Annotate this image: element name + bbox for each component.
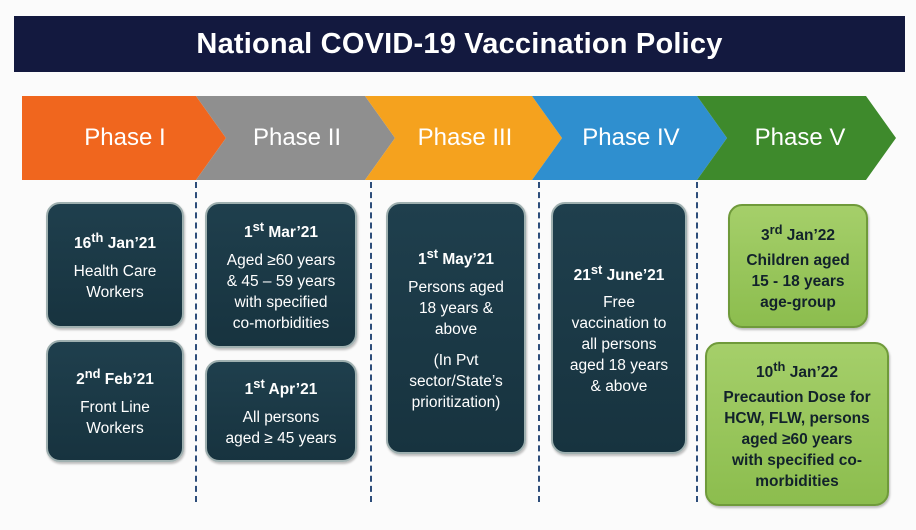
phase-4-label: Phase IV [582,124,680,151]
milestone-card-phase5-children [728,204,868,328]
milestone-date: 2nd Feb’21 [76,366,154,389]
phase-divider [195,182,197,502]
milestone-description: Front Line Workers [80,398,150,437]
milestone-date: 1st Mar’21 [243,219,319,242]
phase-5-label: Phase V [754,124,846,151]
phase-1-label: Phase I [84,124,166,151]
milestone-card-phase2-comorbid [205,202,357,348]
milestone-card-phase1-hcw [46,202,184,328]
phase-divider [370,182,372,502]
phase-2-label: Phase II [252,124,342,151]
milestone-card-phase1-flw [46,340,184,462]
milestone-description: Free vaccination to all persons aged 18 years & above [569,294,669,396]
milestone-description: Children aged 15 - 18 years age-group [746,252,850,312]
milestone-date: 10th Jan’22 [756,358,838,382]
milestone-date: 3rd Jan’22 [760,221,836,245]
phase-divider [696,182,698,502]
milestone-card-phase5-precaution [705,342,889,506]
milestone-card-phase3 [386,202,526,454]
milestone-description: Aged ≥60 years & 45 – 59 years with specified co-morbidities [226,251,336,332]
milestone-description: Persons aged 18 years & above [408,278,504,338]
phase-divider [538,182,540,502]
milestone-description: All persons aged ≥ 45 years [225,408,337,447]
milestone-date: 1st Apr’21 [244,376,318,399]
milestone-date: 1st May’21 [417,246,495,269]
page-title: National COVID-19 Vaccination Policy [14,16,905,72]
milestone-card-phase2-45plus [205,360,357,462]
milestone-date: 16th Jan’21 [74,230,156,253]
milestone-description: Health Care Workers [73,262,157,301]
milestone-date: 21st June’21 [573,261,665,285]
milestone-note: (In Pvt sector/State’s prioritization) [409,351,503,411]
milestone-description: Precaution Dose for HCW, FLW, persons aged ≥60 years with specified co- morbidities [723,389,871,491]
milestone-card-phase4 [551,202,687,454]
phase-3-label: Phase III [417,124,513,151]
